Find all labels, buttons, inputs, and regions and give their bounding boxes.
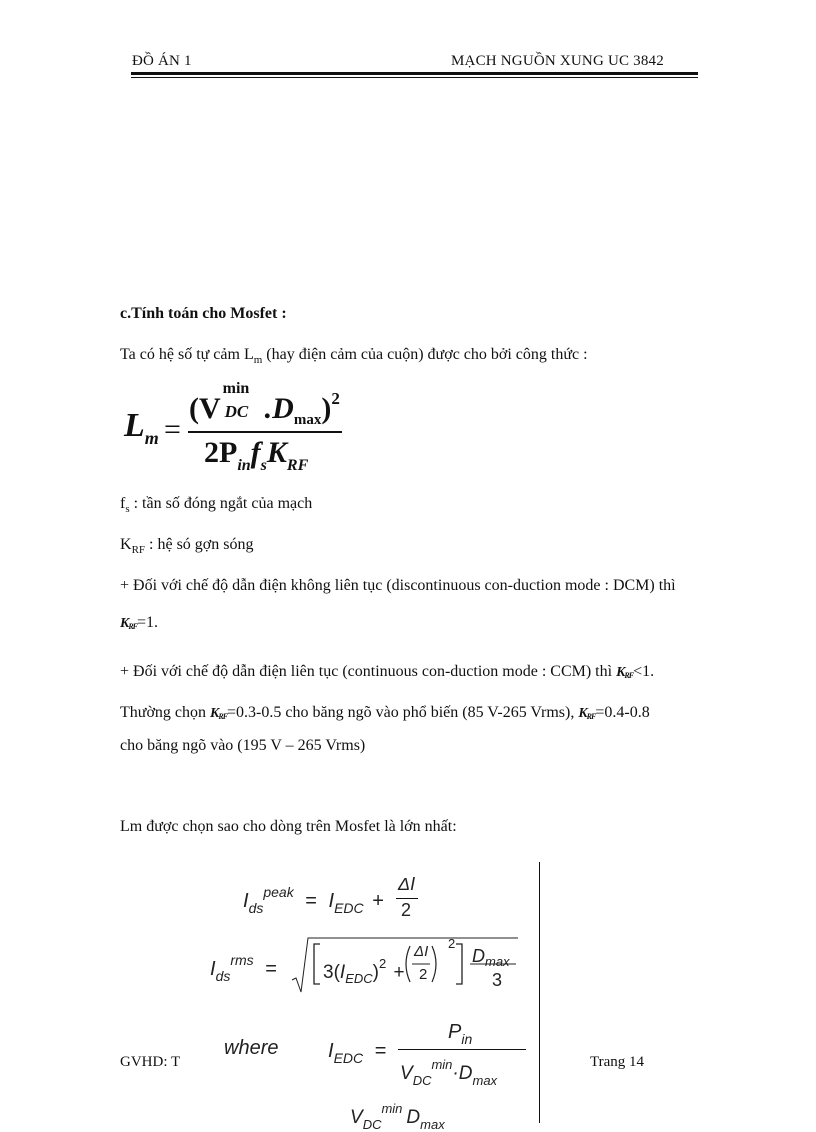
eq-ids-rms-d-den: 3 bbox=[492, 970, 503, 990]
eq-where-label: where bbox=[224, 1037, 279, 1059]
eq-where-den: $V_{DC}^{min}\cdot D_{max}$ bbox=[400, 1057, 498, 1088]
formula-lm-fraction-bar bbox=[188, 431, 342, 433]
formula-image-border bbox=[539, 862, 540, 1123]
eq-ids-peak-den: 2 bbox=[401, 900, 412, 920]
eq-ids-peak: $I_{ds}^{peak} = I_{EDC}$ + bbox=[243, 884, 384, 916]
eq-ids-rms-frac-num: ΔI bbox=[414, 943, 429, 960]
eq-where-iedc: $I_{EDC}$ = bbox=[328, 1040, 387, 1066]
footer-left: GVHD: T bbox=[120, 1054, 181, 1070]
krf-choice-line2: cho băng ngõ vào (195 V – 265 Vrms) bbox=[120, 737, 366, 754]
header-left: ĐỒ ÁN 1 bbox=[132, 53, 192, 69]
eq-ids-peak-bar bbox=[396, 898, 418, 899]
formula-lm-equals: = bbox=[164, 413, 181, 446]
eq-where-bar bbox=[398, 1049, 526, 1050]
dcm-line: + Đối với chế độ dẫn điện không liên tục (discontinuous con-duction mode : DCM) thì bbox=[120, 577, 676, 594]
footer-right: Trang 14 bbox=[590, 1054, 645, 1070]
header-rule-thin bbox=[131, 77, 698, 78]
eq-ids-peak-num: ΔI bbox=[398, 874, 416, 894]
dcm-value: $K_{RF}=1$. bbox=[120, 614, 159, 631]
section-title: c.Tính toán cho Mosfet : bbox=[120, 305, 287, 322]
intro-line: Ta có hệ số tự cảm $L_m$ (hay điện cảm của cuộn) được cho bởi công thức : bbox=[120, 346, 588, 366]
eq-cut-off: $V_{DC}^{min}$ $D_{max}$ bbox=[350, 1101, 445, 1132]
krf-choice-line: Thường chọn $K_{RF}=0.3-0.5$ cho băng ngõ vào phổ biến (85 V-265 Vrms), $K_{RF}=0.4-0.8$ bbox=[120, 704, 650, 721]
header-rule-thick bbox=[131, 72, 698, 75]
formula-lm-denominator: $2P_{in}f_sK_{RF}$ bbox=[204, 436, 309, 474]
eq-ids-rms-lhs: $I_{ds}^{rms}$ = bbox=[210, 952, 277, 984]
eq-ids-rms-d-num: $D_{max}$ bbox=[472, 946, 510, 969]
formula-lm-numerator: (V min DC $.D_{max})^2$ bbox=[189, 380, 340, 428]
krf-definition: $K_{RF}$ : hệ só gợn sóng bbox=[120, 536, 254, 556]
formula-lm-lhs: $L_m$ bbox=[124, 407, 159, 448]
eq-ids-rms-pow2: 2 bbox=[448, 936, 456, 951]
header-right: MẠCH NGUỒN XUNG UC 3842 bbox=[451, 53, 664, 69]
ccm-line: + Đối với chế độ dẫn điện liên tục (continuous con-duction mode : CCM) thì $K_{RF}<1$. bbox=[120, 663, 655, 680]
eq-ids-rms-inner: $3(I_{EDC})^2$ + bbox=[323, 956, 405, 986]
lm-choice-line: Lm được chọn sao cho dòng trên Mosfet là lớn nhất: bbox=[120, 818, 457, 835]
fs-definition: $f_s$ : tần số đóng ngắt của mạch bbox=[120, 495, 313, 515]
eq-ids-rms-frac-den: 2 bbox=[419, 966, 428, 983]
eq-where-num: $P_{in}$ bbox=[448, 1021, 473, 1047]
